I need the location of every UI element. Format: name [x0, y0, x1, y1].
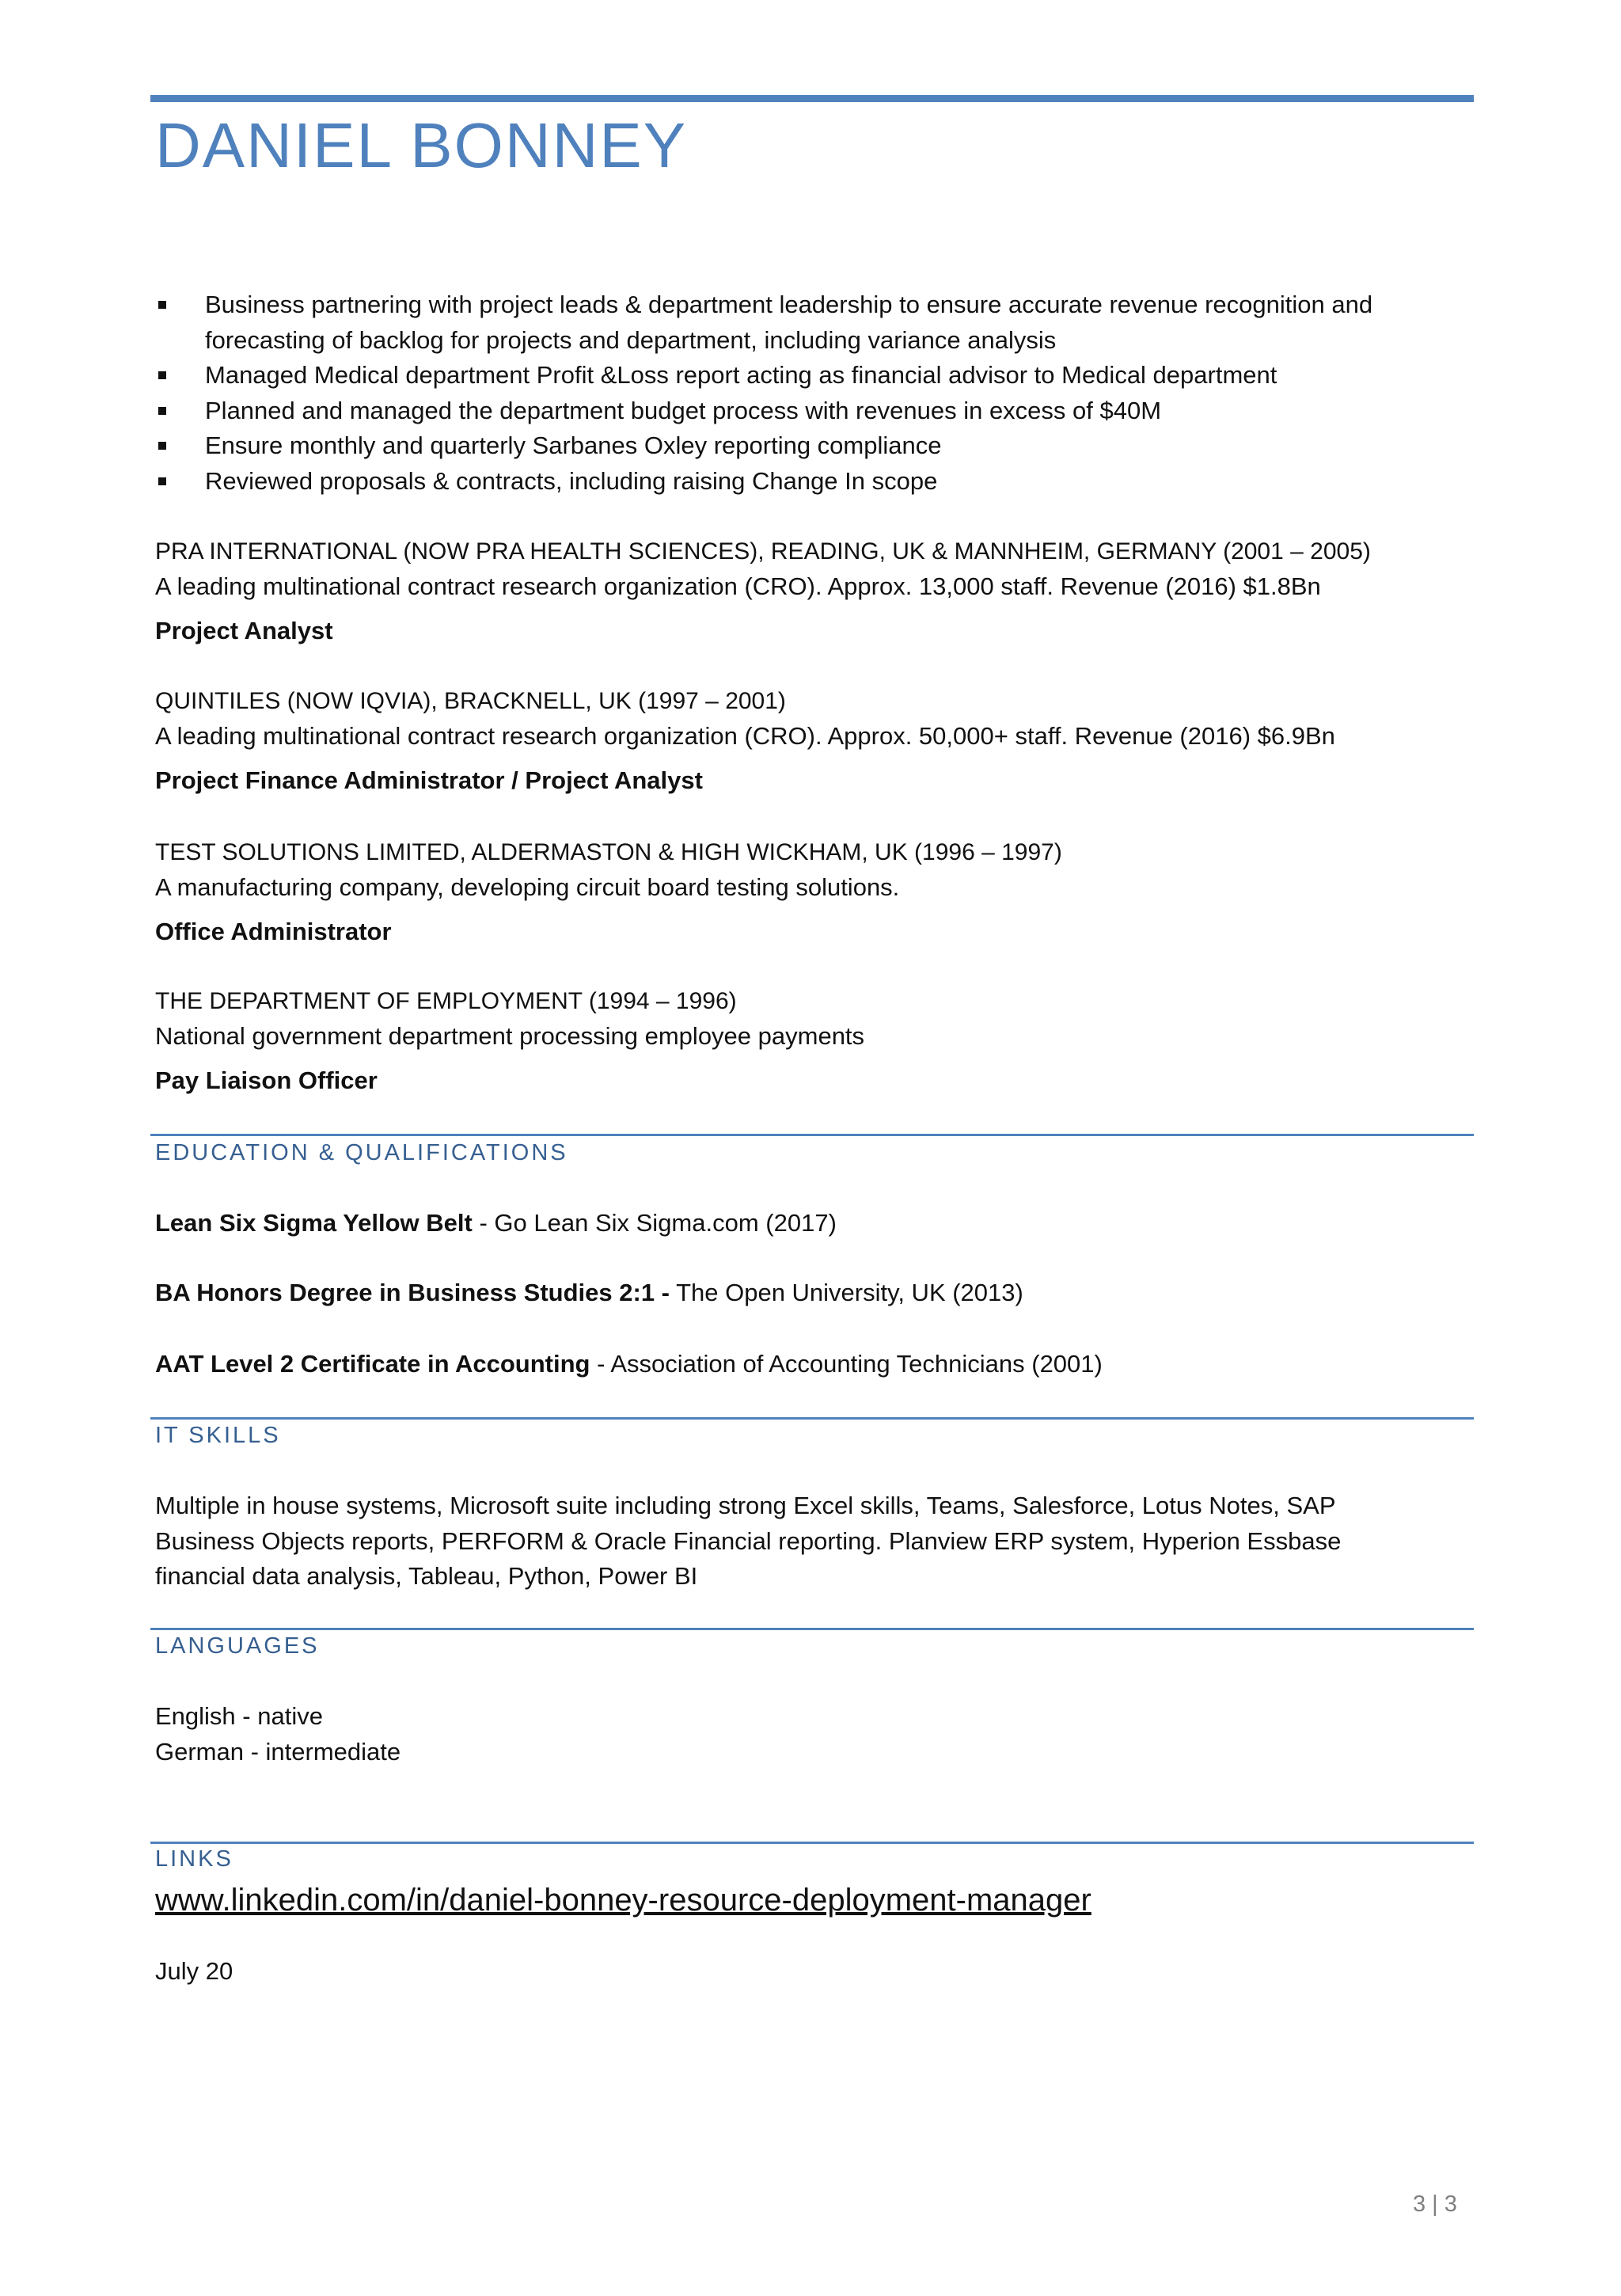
job-role: Project Finance Administrator / Project Analyst — [155, 766, 703, 794]
education-title: Lean Six Sigma Yellow Belt — [155, 1209, 473, 1237]
square-bullet-icon — [158, 371, 166, 379]
it-skills-heading: IT SKILLS — [155, 1423, 281, 1448]
list-item: Managed Medical department Profit &Loss report acting as financial advisor to Medical department — [155, 358, 1477, 393]
section-divider — [150, 1842, 1474, 1844]
job-role: Pay Liaison Officer — [155, 1066, 378, 1094]
languages-heading: LANGUAGES — [155, 1633, 320, 1659]
job-entry — [155, 835, 1477, 949]
job-description: A manufacturing company, developing circuit board testing solutions. — [155, 873, 900, 901]
section-divider — [150, 1628, 1474, 1630]
job-company: THE DEPARTMENT OF EMPLOYMENT (1994 – 1996) — [155, 988, 737, 1014]
job-entry — [155, 534, 1477, 648]
it-skills-line: financial data analysis, Tableau, Python, Power BI — [155, 1562, 698, 1590]
languages-list — [155, 1699, 1477, 1770]
education-item — [155, 1279, 1023, 1307]
education-title: BA Honors Degree in Business Studies 2:1 - — [155, 1279, 670, 1306]
education-detail: - Go Lean Six Sigma.com (2017) — [472, 1209, 837, 1237]
section-divider — [150, 1134, 1474, 1136]
square-bullet-icon — [158, 477, 166, 485]
linkedin-link[interactable]: www.linkedin.com/in/daniel-bonney-resource-deployment-manager — [155, 1883, 1091, 1918]
education-heading: EDUCATION & QUALIFICATIONS — [155, 1140, 568, 1165]
it-skills-line: Business Objects reports, PERFORM & Oracle Financial reporting. Planview ERP system, Hyperion Essbase — [155, 1526, 1342, 1555]
education-item — [155, 1209, 837, 1237]
responsibilities-list — [155, 287, 1477, 499]
job-role: Office Administrator — [155, 918, 392, 945]
list-item: Ensure monthly and quarterly Sarbanes Oxley reporting compliance — [155, 428, 1477, 464]
document-date: July 20 — [155, 1957, 233, 1985]
it-skills-line: Multiple in house systems, Microsoft suite including strong Excel skills, Teams, Salesforce, Lotus Notes, SAP — [155, 1492, 1336, 1519]
job-company: TEST SOLUTIONS LIMITED, ALDERMASTON & HIGH WICKHAM, UK (1996 – 1997) — [155, 839, 1062, 865]
job-description: National government department processing employee payments — [155, 1022, 865, 1050]
language-item: English - native — [155, 1702, 323, 1730]
job-role: Project Analyst — [155, 617, 333, 644]
job-entry — [155, 684, 1477, 798]
job-company: PRA INTERNATIONAL (NOW PRA HEALTH SCIENCES), READING, UK & MANNHEIM, GERMANY (2001 – 2005) — [155, 538, 1371, 564]
education-detail: The Open University, UK (2013) — [670, 1279, 1023, 1306]
links-heading: LINKS — [155, 1846, 233, 1872]
square-bullet-icon — [158, 301, 166, 309]
job-entry — [155, 984, 1477, 1098]
job-description: A leading multinational contract research organization (CRO). Approx. 13,000 staff. Revenue (2016) $1.8Bn — [155, 572, 1321, 600]
job-description: A leading multinational contract research organization (CRO). Approx. 50,000+ staff. Revenue (2016) $6.9Bn — [155, 722, 1335, 750]
candidate-name: DANIEL BONNEY — [155, 110, 688, 181]
list-item: Reviewed proposals & contracts, including raising Change In scope — [155, 464, 1477, 500]
page-number: 3 | 3 — [1413, 2191, 1457, 2217]
square-bullet-icon — [158, 442, 166, 450]
education-detail: - Association of Accounting Technicians (2001) — [590, 1350, 1103, 1378]
list-item: Planned and managed the department budget process with revenues in excess of $40M — [155, 393, 1477, 429]
header-rule — [150, 95, 1474, 102]
square-bullet-icon — [158, 407, 166, 415]
education-title: AAT Level 2 Certificate in Accounting — [155, 1350, 590, 1378]
job-company: QUINTILES (NOW IQVIA), BRACKNELL, UK (1997 – 2001) — [155, 688, 786, 714]
list-item: Business partnering with project leads & department leadership to ensure accurate revenue recognition and forecasting of backlog for projects and department, including variance analysis — [155, 287, 1477, 358]
education-item — [155, 1350, 1103, 1378]
language-item: German - intermediate — [155, 1737, 401, 1766]
it-skills-text — [155, 1488, 1477, 1595]
section-divider — [150, 1417, 1474, 1420]
